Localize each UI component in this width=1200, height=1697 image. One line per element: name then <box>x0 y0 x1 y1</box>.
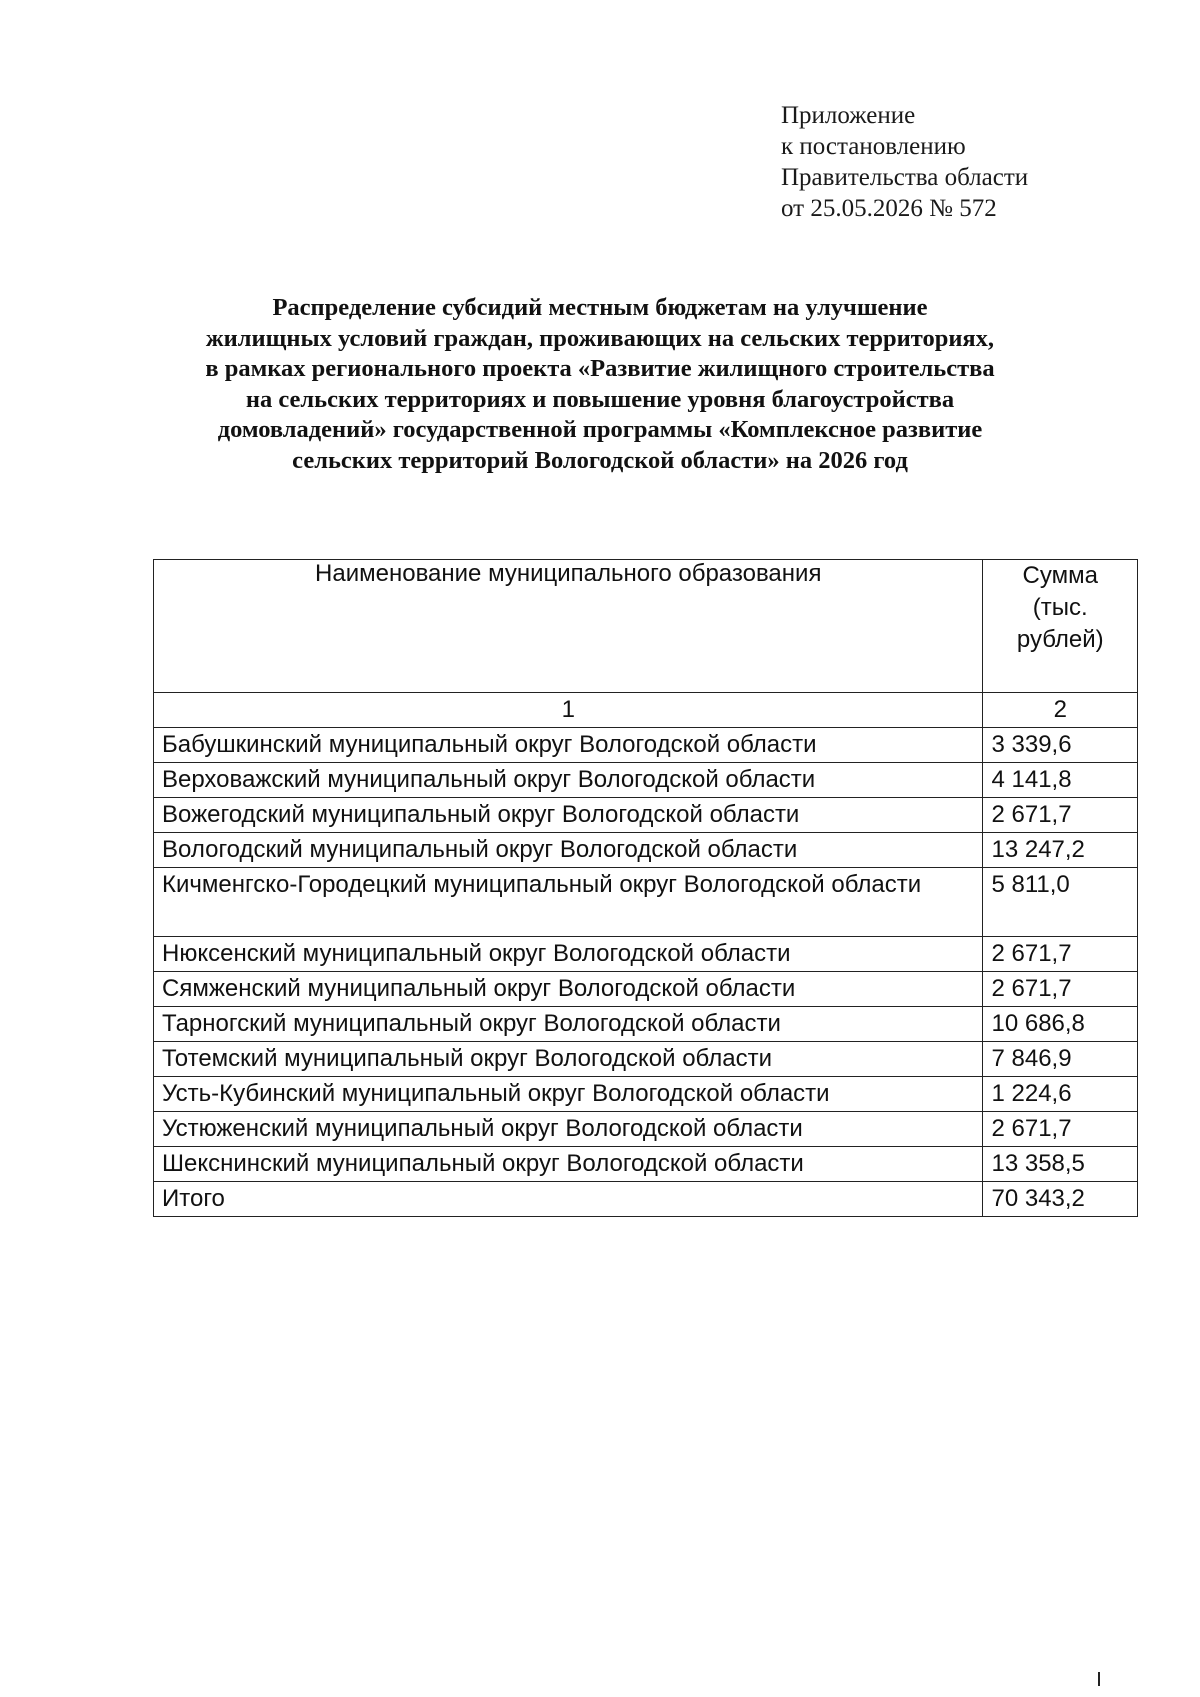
table-row <box>154 798 1138 833</box>
table-row <box>154 1042 1138 1077</box>
row-name: Вожегодский муниципальный округ Вологодской области <box>154 798 983 833</box>
header-sum-cell <box>983 560 1138 693</box>
row-sum: 1 224,6 <box>983 1077 1138 1112</box>
row-sum: 7 846,9 <box>983 1042 1138 1077</box>
table-row <box>154 1112 1138 1147</box>
column-number-2: 2 <box>983 693 1138 728</box>
distribution-table <box>153 559 1138 1217</box>
row-name: Вологодский муниципальный округ Вологодской области <box>154 833 983 868</box>
row-sum: 4 141,8 <box>983 763 1138 798</box>
table-row <box>154 833 1138 868</box>
row-name: Нюксенский муниципальный округ Вологодской области <box>154 937 983 972</box>
row-name: Сямженский муниципальный округ Вологодской области <box>154 972 983 1007</box>
row-sum: 3 339,6 <box>983 728 1138 763</box>
row-sum: 13 247,2 <box>983 833 1138 868</box>
row-sum: 2 671,7 <box>983 937 1138 972</box>
scan-margin-mark <box>1098 1672 1100 1686</box>
row-name: Шекснинский муниципальный округ Вологодской области <box>154 1147 983 1182</box>
appendix-block <box>781 100 1028 224</box>
row-name: Тарногский муниципальный округ Вологодской области <box>154 1007 983 1042</box>
title-line-2: жилищных условий граждан, проживающих на сельских территориях, <box>205 324 995 352</box>
document-title <box>150 293 1050 476</box>
row-name: Усть-Кубинский муниципальный округ Вологодской области <box>154 1077 983 1112</box>
table-header-row <box>154 560 1138 693</box>
row-name: Верховажский муниципальный округ Вологодской области <box>154 763 983 798</box>
row-name: Тотемский муниципальный округ Вологодской области <box>154 1042 983 1077</box>
title-line-4: на сельских территориях и повышение уровня благоустройства <box>245 385 955 413</box>
table-row <box>154 1077 1138 1112</box>
table-row <box>154 763 1138 798</box>
row-sum: 2 671,7 <box>983 972 1138 1007</box>
total-row <box>154 1182 1138 1217</box>
header-sum-line-1: Сумма <box>1022 562 1098 589</box>
table-row <box>154 868 1138 937</box>
appendix-line-4: от 25.05.2026 № 572 <box>781 195 997 222</box>
row-name: Бабушкинский муниципальный округ Вологодской области <box>154 728 983 763</box>
row-sum: 2 671,7 <box>983 798 1138 833</box>
table-row <box>154 972 1138 1007</box>
row-name: Устюженский муниципальный округ Вологодской области <box>154 1112 983 1147</box>
table-row <box>154 728 1138 763</box>
table-row <box>154 1147 1138 1182</box>
column-number-1: 1 <box>154 693 983 728</box>
row-sum: 5 811,0 <box>983 868 1138 937</box>
column-number-row <box>154 693 1138 728</box>
appendix-line-2: к постановлению <box>781 133 966 160</box>
table-row <box>154 1007 1138 1042</box>
total-sum: 70 343,2 <box>983 1182 1138 1217</box>
header-name-cell: Наименование муниципального образования <box>154 560 983 693</box>
header-sum-line-2: (тыс. <box>1032 594 1088 621</box>
title-line-1: Распределение субсидий местным бюджетам на улучшение <box>272 294 928 321</box>
appendix-line-1: Приложение <box>781 102 916 129</box>
title-line-6: сельских территорий Вологодской области» на 2026 год <box>292 446 908 474</box>
row-sum: 2 671,7 <box>983 1112 1138 1147</box>
appendix-line-3: Правительства области <box>781 164 1029 191</box>
total-label: Итого <box>154 1182 983 1217</box>
title-line-5: домовладений» государственной программы «Комплексное развитие <box>217 416 983 443</box>
row-sum: 13 358,5 <box>983 1147 1138 1182</box>
header-sum-line-3: рублей) <box>1016 626 1104 653</box>
row-name: Кичменгско-Городецкий муниципальный округ Вологодской области <box>154 868 983 937</box>
table-row <box>154 937 1138 972</box>
row-sum: 10 686,8 <box>983 1007 1138 1042</box>
title-line-3: в рамках регионального проекта «Развитие жилищного строительства <box>205 355 995 382</box>
